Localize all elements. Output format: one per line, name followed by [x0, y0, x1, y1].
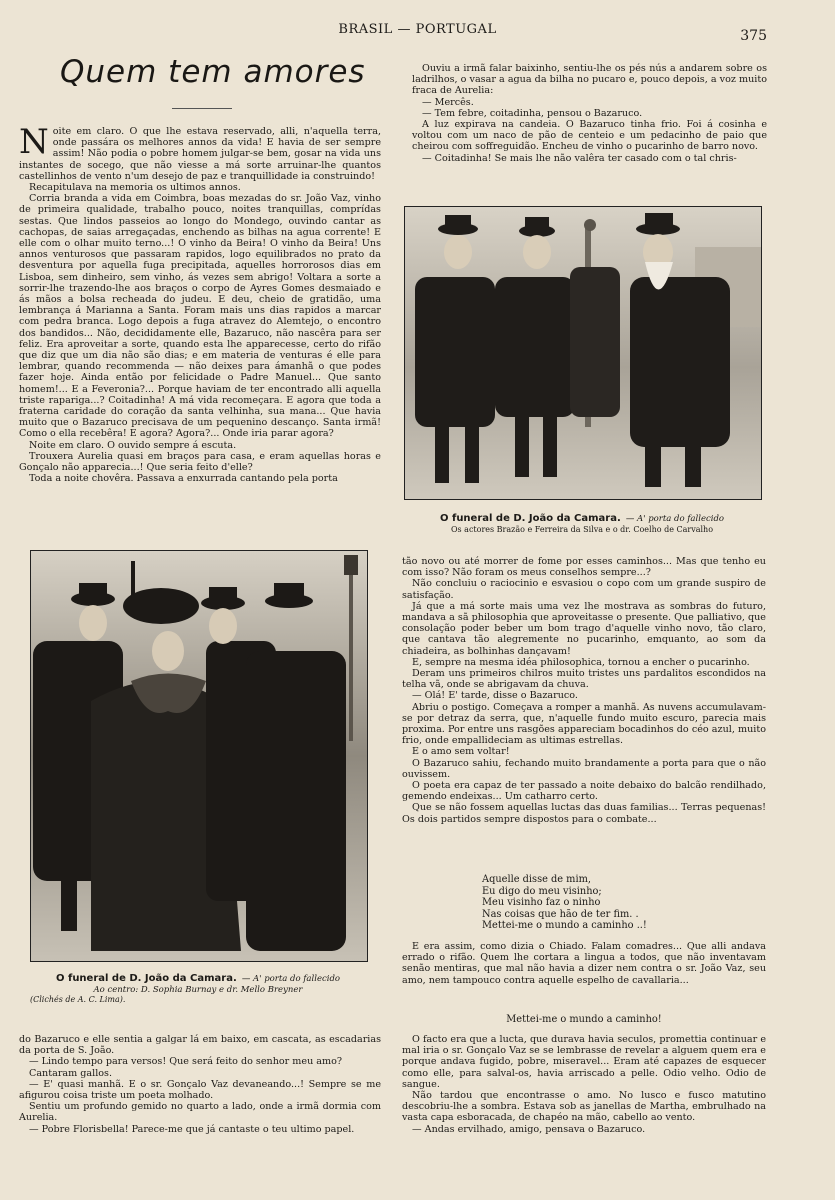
paragraph: O facto era que a lucta, que durava havia seculos, promettia continuar e mal iria o sr. Gonçalo Vaz se se lembrasse de revelar a alguem quem era e porque andava fugido, pobre, miseravel... Eram até capazes de esquecer como elle, para salval-os, havia arriscado a pelle. Odio velho. Odio de sangue.	[402, 1034, 766, 1090]
paragraph: Sentiu um profundo gemido no quarto a lado, onde a irmã dormia com Aurelia.	[19, 1101, 381, 1124]
funeral-photo-2	[30, 550, 368, 962]
paragraph: — Lindo tempo para versos! Que será feito do senhor meu amo?	[29, 1056, 343, 1068]
paragraph: Noite em claro. O que lhe estava reservado, alli, n'aquella terra, onde passára os melhores annos da vida! E havia de ser sempre assim! Não podia o pobre homem julgar-se bem, gosar na vida uns instantes de socego, que não viesse a má sorte arruinar-lhe quantos castellinhos de vento n'um desejo de paz e tranquillidade ia construindo!	[19, 122, 381, 182]
paragraph: — E' quasi manhã. E o sr. Gonçalo Vaz devaneando...! Sempre se me afigurou coisa triste um poeta molhado.	[19, 1078, 381, 1102]
paragraph: O Bazaruco sahiu, fechando muito brandamente a porta para que o não ouvissem.	[402, 757, 766, 780]
paragraph: A luz expirava na candeia. O Bazaruco tinha frio. Foi á cosinha e voltou com um naco de pão de centeio e um pedacinho de paio que cheirou com soffreguidão. Encheu de vinho o pucarinho de barro novo.	[412, 119, 767, 153]
photo-2-line2: Ao centro: D. Sophia Burnay e dr. Mello Breyner	[93, 985, 303, 995]
photo-2-subtitle: — A' porta do fallecido	[241, 974, 341, 984]
column-1-bottom-text	[19, 1034, 381, 1135]
column-2-final	[402, 1034, 766, 1135]
column-2-bottom-text	[402, 556, 766, 825]
poem-line: Mettei-me o mundo a caminho ..!	[482, 920, 647, 932]
paragraph: Ouviu a irmã falar baixinho, sentiu-lhe os pés nús a andarem sobre os ladrilhos, o vasar a agua da bilha no pucaro e, pouco depois, a voz muito fraca de Aurelia:	[412, 63, 767, 97]
poem-line: Aquelle disse de mim,	[482, 874, 592, 885]
paragraph: tão novo ou até morrer de fome por esses caminhos... Mas que tenho eu com isso? Não foram os meus conselhos sempre...?	[402, 556, 766, 579]
article-title: Quem tem amores	[60, 54, 366, 90]
paragraph: E era assim, como dizia o Chiado. Falam comadres... Que alli andava errado o rifão. Quem lhe cortara a lingua a todos, que não inventavam senão mentiras, que mal não havia a dizer nem contra o sr. João Vaz, seu amo, nem tampouco contra aquelle espelho de cavallaria...	[402, 941, 766, 986]
photo-1-caption	[404, 506, 760, 534]
poem-line: Nas coisas que hão de ter fim. .	[482, 908, 639, 920]
paragraph: Noite em claro. O ouvido sempre á escuta.	[29, 439, 237, 451]
paragraph: — Coitadinha! Se mais lhe não valêra ter casado com o tal chris-	[422, 152, 737, 164]
drop-cap: N	[19, 122, 49, 162]
paragraph: Já que a má sorte mais uma vez lhe mostrava as sombras do futuro, mandava a sã philosophia que aproveitasse o presente. Que palliativo, que consolação poder beber um bom trago d'aquelle vinho novo, tão claro, que cantava tão alegremente no pucarinho, emquanto, ao som da chiadeira, as bolhinhas dançavam!	[402, 600, 766, 657]
paragraph: — Pobre Florisbella! Parece-me que já cantaste o teu ultimo papel.	[29, 1123, 355, 1135]
funeral-photo-2-image	[31, 551, 367, 961]
paragraph: — Olá! E' tarde, disse o Bazaruco.	[412, 690, 578, 702]
paragraph: — Tem febre, coitadinha, pensou o Bazaruco.	[422, 107, 643, 119]
paragraph: Cantaram gallos.	[29, 1067, 113, 1079]
paragraph: Corria branda a vida em Coimbra, boas mezadas do sr. João Vaz, vinho de primeira qualidade, trabalho pouco, noites tranquillas, comprídas sestas. Que lindos passeios ao longo do Mondego, ouvindo cantar as cachopas, de saias arregaçadas, enchendo as bilhas na agua corrente! E elle com o olhar muito terno...! O vinho da Beira! O vinho da Beira! Uns annos venturosos que passaram rapidos, logo equilibrados no prato da desventura por aquella fuga precipitada, aquelles horrorosos dias em Lisboa, sem dinheiro, sem vinho, ás vezes sem abrigo! Voltara a sorte a sorrir-lhe trazendo-lhe aos braços o corpo de Ayres Gomes desmaiado e ás mãos a bolsa recheada do judeu. E deu, cheio de gratidão, uma lembrança á Marianna a Santa. Foram mais uns dias rapidos a marcar com pedra branca. Logo depois a fuga atravez do Alemtejo, o encontro dos bandidos... Não, decididamente elle, Bazaruco, não nascêra para ser feliz. Era aproveitar a sorte, quando esta lhe apparecesse, certo do rifão que diz que um dia não são dias; e em materia de venturas é elle para lembrar, quando recommenda — não deixes para ámanhã o que podes fazer hoje. Ainda então por felicidade o Padre Manuel... Que santo homem!... E a Feveronia?... Porque haviam de ter encontrado alli aquella triste rapariga...? Coitadinha! A má vida recomeçara. E agora que toda a fraterna caridade do coração da santa velhinha, sua mana... Que havia muito que o Bazaruco precisava de um pequenino descanço. Santa irmã! Como o ella recebêra! E agora? Agora?... Onde iria parar agora?	[19, 193, 381, 440]
paragraph: Não concluiu o raciocinio e esvasiou o copo com um grande suspiro de satisfação.	[402, 578, 766, 601]
photo-2-title: O funeral de D. João da Camara.	[55, 973, 237, 984]
page-number: 375	[740, 28, 767, 44]
paragraph: — Andas ervilhado, amigo, pensava o Bazaruco.	[412, 1123, 646, 1135]
paragraph: O poeta era capaz de ter passado a noite debaixo do balcão rendilhado, gemendo endeixas... Um catharro certo.	[402, 780, 766, 803]
paragraph: Toda a noite chovêra. Passava a enxurrada cantando pela porta	[29, 473, 338, 485]
column-1-text	[19, 122, 381, 485]
paragraph: Que se não fossem aquellas luctas das duas familias... Terras pequenas! Os dois partidos sempre dispostos para o combate...	[402, 802, 766, 825]
paragraph: E, sempre na mesma idéa philosophica, tornou a encher o pucarinho.	[412, 656, 750, 668]
paragraph: — Mercês.	[422, 96, 474, 108]
column-2-top-text	[412, 63, 767, 164]
paragraph: do Bazaruco e elle sentia a galgar lá em baixo, em cascata, as escadarias da porta de S. João.	[19, 1034, 381, 1057]
paragraph: Abriu o postigo. Começava a romper a manhã. As nuvens accumulavam-se por detraz da serra, que, n'aquelle fundo muito escuro, parecia mais proxima. Por entre uns rasgões appareciam bocadinhos do céo azul, muito frio, onde empallideciam as ultimas estrellas.	[402, 701, 766, 747]
poem-line: Meu visinho faz o ninho	[482, 897, 601, 909]
photo-1-subtitle: — A' porta do fallecido	[625, 514, 725, 524]
centered-line: Mettei-me o mundo a caminho!	[506, 1014, 662, 1025]
running-header	[0, 22, 835, 42]
photo-2-credit: (Clichés de A. C. Lima).	[30, 995, 126, 1004]
poem	[482, 874, 762, 932]
column-2-after-poem	[402, 941, 766, 986]
photo-1-credit: Os actores Brazão e Ferreira da Silva e o dr. Coelho de Carvalho	[450, 525, 714, 534]
funeral-photo-1	[404, 206, 762, 500]
poem-line: Eu digo do meu visinho;	[482, 885, 602, 897]
photo-2-caption	[30, 966, 366, 1004]
paragraph: Recapitulava na memoria os ultimos annos.	[29, 182, 241, 194]
title-rule	[172, 108, 232, 109]
funeral-photo-1-image	[405, 207, 761, 499]
paragraph: Trouxera Aurelia quasi em braços para casa, e eram aquellas horas e Gonçalo não apparecia...! Que seria feito d'elle?	[19, 450, 381, 474]
paragraph: E o amo sem voltar!	[412, 746, 510, 758]
photo-1-title: O funeral de D. João da Camara.	[439, 513, 621, 524]
paragraph: Deram uns primeiros chilros muito tristes uns pardalitos escondidos na telha vã, onde se abrigavam da chuva.	[402, 668, 766, 691]
paragraph: Não tardou que encontrasse o amo. No lusco e fusco matutino descobriu-lhe a sombra. Estava sob as janellas de Martha, embrulhado na vasta capa esboracada, de chapéo na mão, cabello ao vento.	[402, 1090, 766, 1124]
running-title: BRASIL — PORTUGAL	[338, 22, 497, 37]
